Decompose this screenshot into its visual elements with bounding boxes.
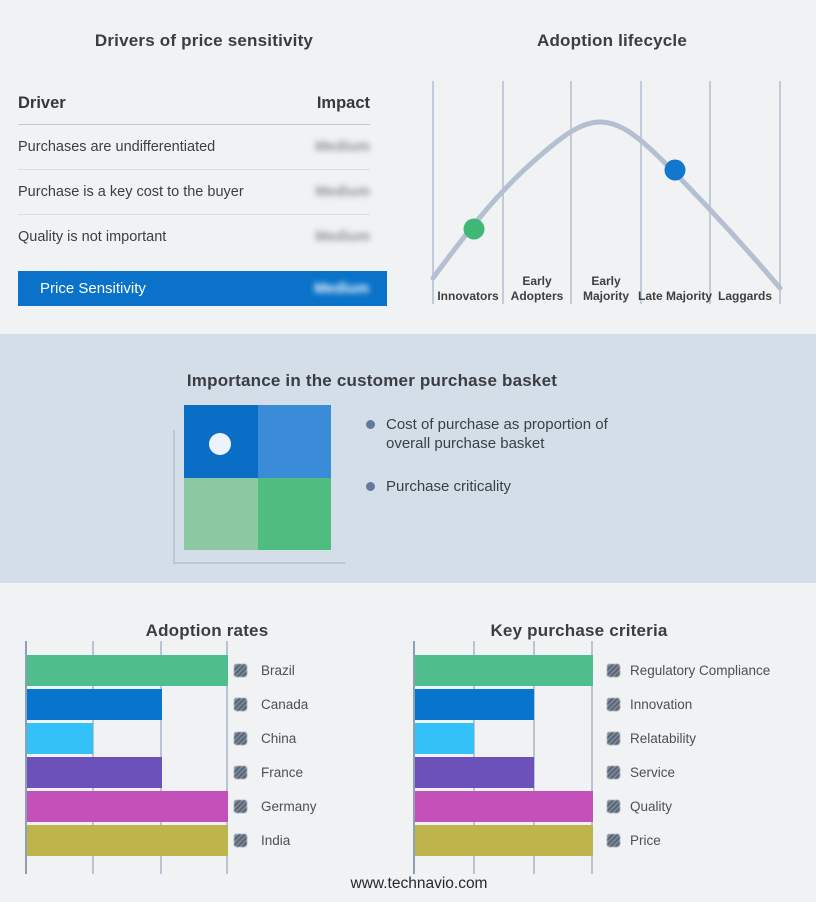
legend-icon: [607, 766, 620, 779]
key-purchase-criteria-title: Key purchase criteria: [490, 621, 668, 641]
legend-item: [607, 757, 770, 788]
bar-china: [27, 723, 93, 754]
top-section: [0, 0, 816, 334]
adoption-rates-chart: [25, 641, 228, 874]
bar-germany: [27, 791, 228, 822]
legend-item: [234, 723, 317, 754]
bar-relatability: [415, 723, 474, 754]
legend-icon: [234, 664, 247, 677]
matrix-quadrant-bottom-left: [184, 478, 258, 551]
legend-label: Canada: [261, 697, 309, 712]
bar-group: [415, 655, 593, 874]
legend-item: [234, 655, 317, 686]
legend-icon: [607, 698, 620, 711]
list-item: [366, 415, 656, 453]
legend-label: Germany: [261, 799, 317, 814]
highlight-label: Price Sensitivity: [40, 280, 146, 297]
column-header-impact: Impact: [316, 94, 370, 112]
legend-icon: [234, 732, 247, 745]
list-item: [366, 477, 656, 496]
bottom-section: [0, 583, 816, 902]
impact-cell-blurred: Medium: [315, 139, 370, 155]
drivers-table: [18, 86, 370, 259]
stage-label: Early Majority: [582, 274, 629, 303]
legend-icon: [607, 800, 620, 813]
bar-price: [415, 825, 593, 856]
drivers-panel-title: Drivers of price sensitivity: [94, 31, 314, 51]
bar-innovation: [415, 689, 534, 720]
stage-label: Laggards: [717, 289, 772, 303]
impact-cell-blurred: Medium: [314, 280, 369, 297]
legend-item: [234, 825, 317, 856]
late-stage-marker-dot: [665, 160, 686, 181]
bar-group: [27, 655, 228, 874]
stage-label: Innovators: [437, 289, 499, 303]
legend-label: Regulatory Compliance: [630, 663, 771, 678]
legend-item: [607, 825, 770, 856]
purchase-basket-section: [0, 334, 816, 583]
website-link[interactable]: www.technavio.com: [350, 875, 488, 892]
legend-label: Service: [630, 765, 676, 780]
legend-item: [607, 791, 770, 822]
stage-label: Early Adopters: [510, 274, 564, 303]
bar-quality: [415, 791, 593, 822]
bar-canada: [27, 689, 162, 720]
key-purchase-criteria-chart: [413, 641, 593, 874]
legend-item: [607, 723, 770, 754]
stage-label: Late Majority: [638, 289, 713, 303]
driver-cell: Purchase is a key cost to the buyer: [18, 184, 244, 200]
adoption-lifecycle-chart: [425, 75, 795, 310]
bullet-text: Cost of purchase as proportion of overall purchase basket: [386, 416, 608, 452]
legend-label: China: [261, 731, 297, 746]
legend-label: Quality: [630, 799, 673, 814]
legend-item: [607, 689, 770, 720]
legend-icon: [607, 834, 620, 847]
bar-brazil: [27, 655, 228, 686]
legend-label: Brazil: [261, 663, 295, 678]
legend-icon: [607, 664, 620, 677]
legend-item: [234, 689, 317, 720]
legend-icon: [234, 800, 247, 813]
bullet-icon: [366, 482, 375, 491]
gridlines: [433, 81, 780, 304]
footer: [0, 875, 816, 893]
basket-bullet-list: [366, 415, 656, 520]
legend-label: India: [261, 833, 291, 848]
basket-section-title: Importance in the customer purchase basket: [186, 371, 558, 391]
bullet-icon: [366, 420, 375, 429]
table-row: [18, 125, 370, 170]
matrix-quadrant-bottom-right: [258, 478, 332, 551]
drivers-table-header: [18, 86, 370, 125]
matrix-quadrant-top-left: [184, 405, 258, 478]
legend-label: Innovation: [630, 697, 693, 712]
impact-cell-blurred: Medium: [315, 229, 370, 245]
legend-icon: [234, 698, 247, 711]
legend-icon: [607, 732, 620, 745]
adoption-rates-legend: [234, 655, 317, 859]
legend-label: Price: [630, 833, 661, 848]
column-header-driver: Driver: [18, 94, 66, 112]
bullet-text: Purchase criticality: [386, 478, 512, 495]
table-row: [18, 215, 370, 259]
legend-label: France: [261, 765, 304, 780]
legend-icon: [234, 766, 247, 779]
legend-item: [234, 791, 317, 822]
table-row: [18, 170, 370, 215]
legend-item: [607, 655, 770, 686]
early-stage-marker-dot: [464, 219, 485, 240]
price-sensitivity-highlight-row: [18, 271, 387, 306]
legend-item: [234, 757, 317, 788]
legend-label: Relatability: [630, 731, 697, 746]
bar-india: [27, 825, 228, 856]
bar-france: [27, 757, 162, 788]
bell-curve: [433, 122, 780, 288]
bar-service: [415, 757, 534, 788]
key-purchase-criteria-legend: [607, 655, 770, 859]
matrix-quadrant-top-right: [258, 405, 332, 478]
lifecycle-panel-title: Adoption lifecycle: [536, 31, 687, 51]
driver-cell: Quality is not important: [18, 229, 167, 245]
purchase-basket-matrix: [184, 405, 331, 550]
driver-cell: Purchases are undifferentiated: [18, 139, 216, 155]
bar-regulatory-compliance: [415, 655, 593, 686]
position-dot: [209, 433, 231, 455]
legend-icon: [234, 834, 247, 847]
adoption-rates-title: Adoption rates: [145, 621, 269, 641]
impact-cell-blurred: Medium: [315, 184, 370, 200]
